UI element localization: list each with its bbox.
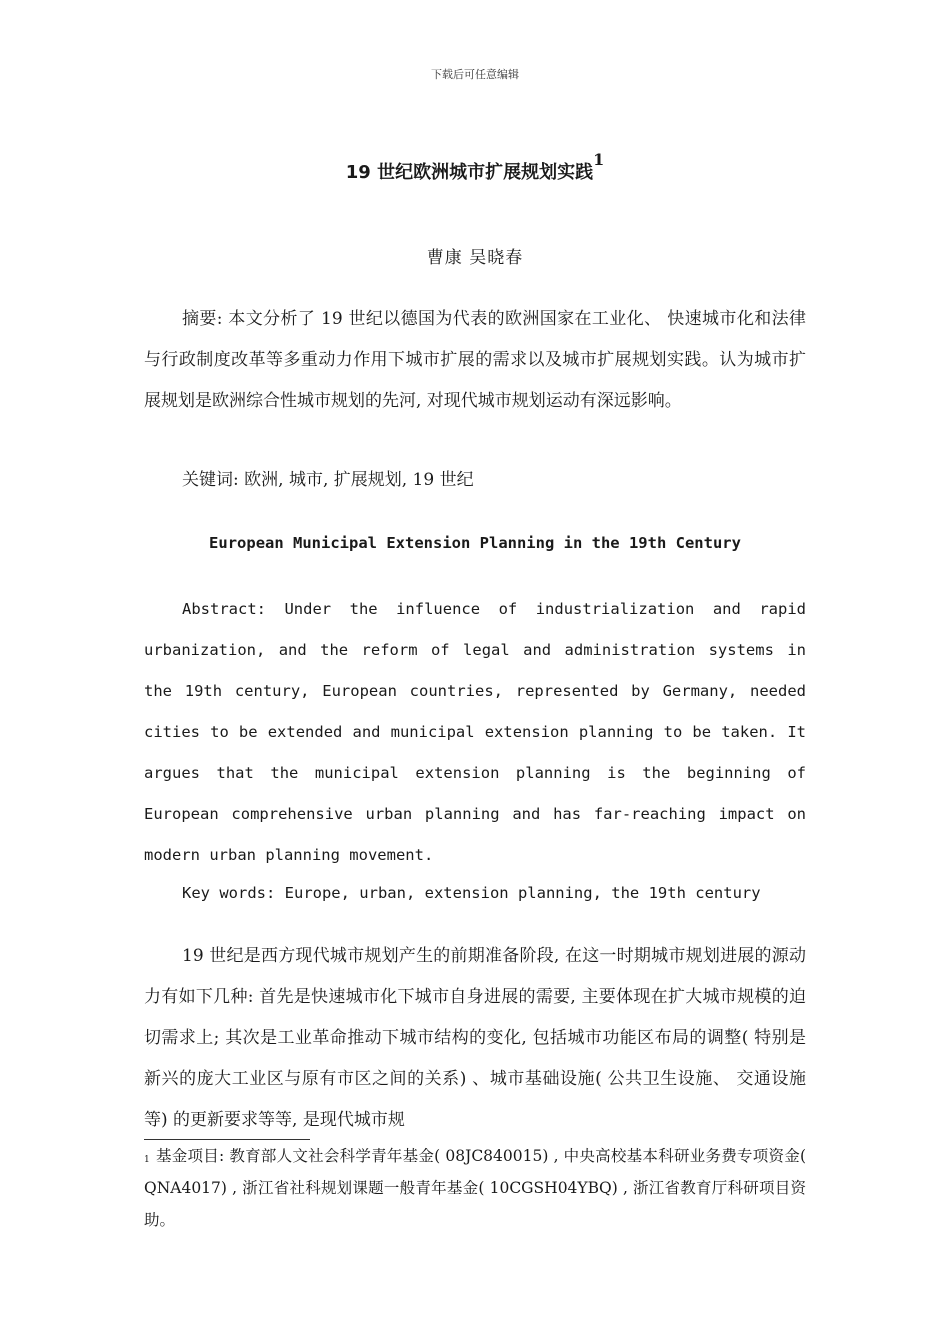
- keywords-english: Key words: Europe, urban, extension planning, the 19th century: [182, 884, 761, 902]
- page-title: [0, 150, 950, 184]
- abstract-english: Abstract: Under the influence of industrialization and rapid urbanization, and the reform of legal and administration systems in the 19th century, European countries, represented by Germany, needed cities to be extended and municipal extension planning to be taken. It argues that the municipal extension planning is the beginning of European comprehensive urban planning and has far-reaching impact on modern urban planning movement.: [144, 600, 806, 864]
- body-paragraph: 19 世纪是西方现代城市规划产生的前期准备阶段, 在这一时期城市规划进展的源动力有如下几种: 首先是快速城市化下城市自身进展的需要, 主要体现在扩大城市规模的迫切需求上; 其次是工业革命推动下城市结构的变化, 包括城市功能区布局的调整( 特别是新兴的庞大工业区与原有市区之间的关系) 、城市基础设施( 公共卫生设施、 交通设施等) 的更新要求等等, 是现代城市规: [144, 946, 806, 1130]
- authors: 曹康 吴晓春: [426, 248, 524, 268]
- footnote-text: 基金项目: 教育部人文社会科学青年基金( 08JC840015) , 中央高校基本科研业务费专项资金( QNA4017) , 浙江省社科规划课题一般青年基金( 10CGSH04YBQ) , 浙江省教育厅科研项目资助。: [144, 1147, 806, 1229]
- header-note: 下载后可任意编辑: [431, 68, 519, 81]
- footnote-mark: 1: [144, 1155, 150, 1165]
- abstract-chinese: 摘要: 本文分析了 19 世纪以德国为代表的欧洲国家在工业化、 快速城市化和法律与行政制度改革等多重动力作用下城市扩展的需求以及城市扩展规划实践。认为城市扩展规划是欧洲综合性城市规划的先河, 对现代城市规划运动有深远影响。: [144, 309, 806, 411]
- title-footnote-mark: 1: [593, 150, 605, 169]
- footnote: [144, 1140, 806, 1236]
- title-text: 19 世纪欧洲城市扩展规划实践: [345, 162, 594, 183]
- english-title: European Municipal Extension Planning in the 19th Century: [209, 534, 741, 552]
- keywords-chinese: 关键词: 欧洲, 城市, 扩展规划, 19 世纪: [182, 470, 474, 490]
